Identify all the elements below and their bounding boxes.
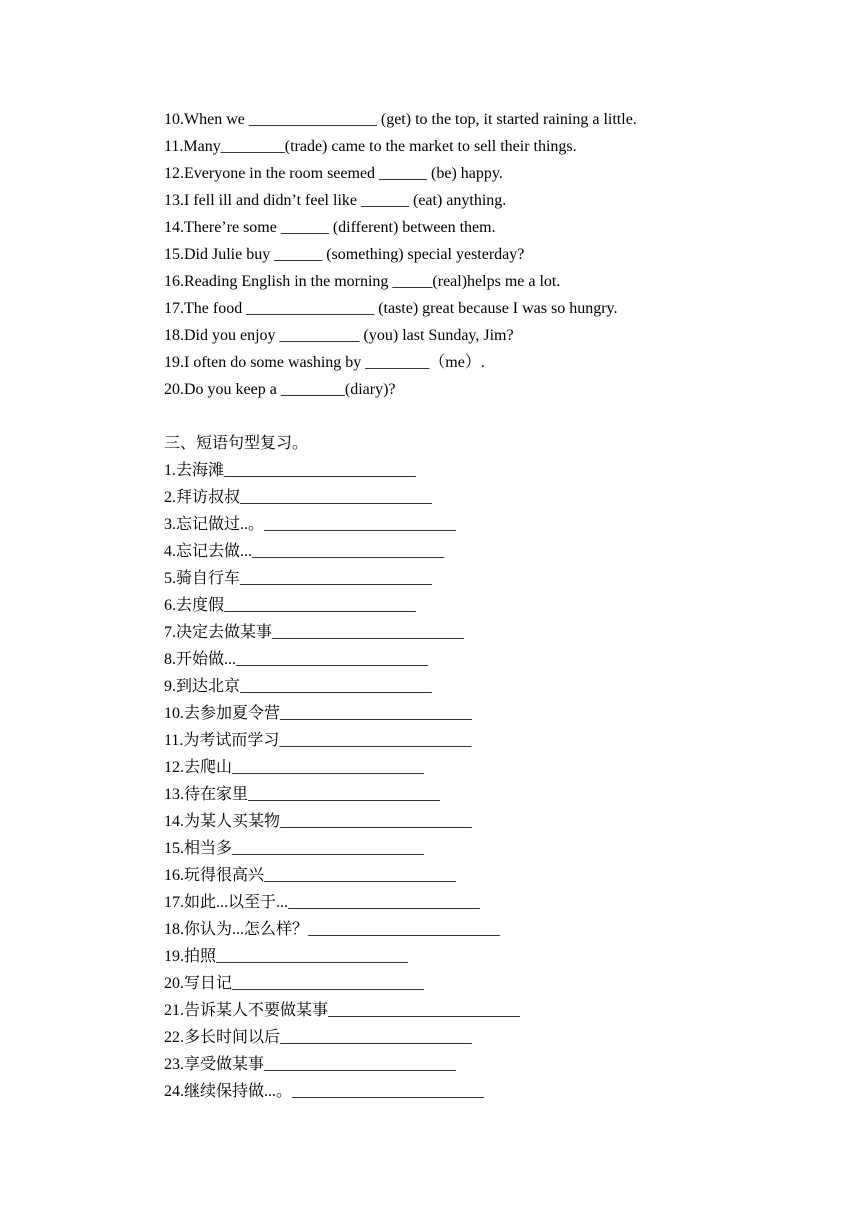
phrase-item: 24.继续保持做...。________________________	[164, 1083, 485, 1100]
phrase-item: 9.到达北京________________________	[164, 678, 433, 695]
fill-in-exercises	[164, 106, 804, 403]
phrase-item: 5.骑自行车________________________	[164, 570, 433, 587]
phrase-item: 2.拜访叔叔________________________	[164, 489, 433, 506]
phrase-item: 14.为某人买某物________________________	[164, 813, 473, 830]
exercise-item: 15.Did Julie buy ______ (something) special yesterday?	[164, 246, 525, 263]
phrase-item: 19.拍照________________________	[164, 948, 409, 965]
phrase-item: 13.待在家里________________________	[164, 786, 441, 803]
phrase-item: 4.忘记去做...________________________	[164, 543, 445, 560]
exercise-item: 19.I often do some washing by ________（me）.	[164, 354, 485, 371]
phrase-item: 6.去度假________________________	[164, 597, 417, 614]
phrase-item: 22.多长时间以后________________________	[164, 1029, 473, 1046]
exercise-item: 18.Did you enjoy __________ (you) last Sunday, Jim?	[164, 327, 514, 344]
phrase-item: 8.开始做...________________________	[164, 651, 429, 668]
exercise-item: 10.When we ________________ (get) to the top, it started raining a little.	[164, 111, 637, 128]
phrase-item: 11.为考试而学习________________________	[164, 732, 472, 749]
phrase-item: 15.相当多________________________	[164, 840, 425, 857]
phrase-item: 7.决定去做某事________________________	[164, 624, 465, 641]
phrase-item: 18.你认为...怎么样？________________________	[164, 921, 501, 938]
phrase-item: 16.玩得很高兴________________________	[164, 867, 457, 884]
exercise-item: 17.The food ________________ (taste) great because I was so hungry.	[164, 300, 618, 317]
exercise-item: 11.Many________(trade) came to the market to sell their things.	[164, 138, 577, 155]
phrase-item: 1.去海滩________________________	[164, 462, 417, 479]
phrase-item: 12.去爬山________________________	[164, 759, 425, 776]
phrase-item: 20.写日记________________________	[164, 975, 425, 992]
exercise-item: 16.Reading English in the morning _____(real)helps me a lot.	[164, 273, 561, 290]
exercise-item: 14.There’re some ______ (different) between them.	[164, 219, 496, 236]
exercise-item: 12.Everyone in the room seemed ______ (be) happy.	[164, 165, 503, 182]
phrase-item: 17.如此...以至于...________________________	[164, 894, 481, 911]
worksheet-page	[164, 106, 804, 1105]
phrase-item: 3.忘记做过..。________________________	[164, 516, 457, 533]
section-spacer	[164, 403, 804, 430]
exercise-item: 20.Do you keep a ________(diary)?	[164, 381, 396, 398]
exercise-item: 13.I fell ill and didn’t feel like ______ (eat) anything.	[164, 192, 507, 209]
phrase-item: 21.告诉某人不要做某事________________________	[164, 1002, 521, 1019]
phrase-item: 23.享受做某事________________________	[164, 1056, 457, 1073]
section-heading: 三、短语句型复习。	[164, 435, 309, 452]
phrase-review-list	[164, 457, 804, 1105]
phrase-item: 10.去参加夏令营________________________	[164, 705, 473, 722]
